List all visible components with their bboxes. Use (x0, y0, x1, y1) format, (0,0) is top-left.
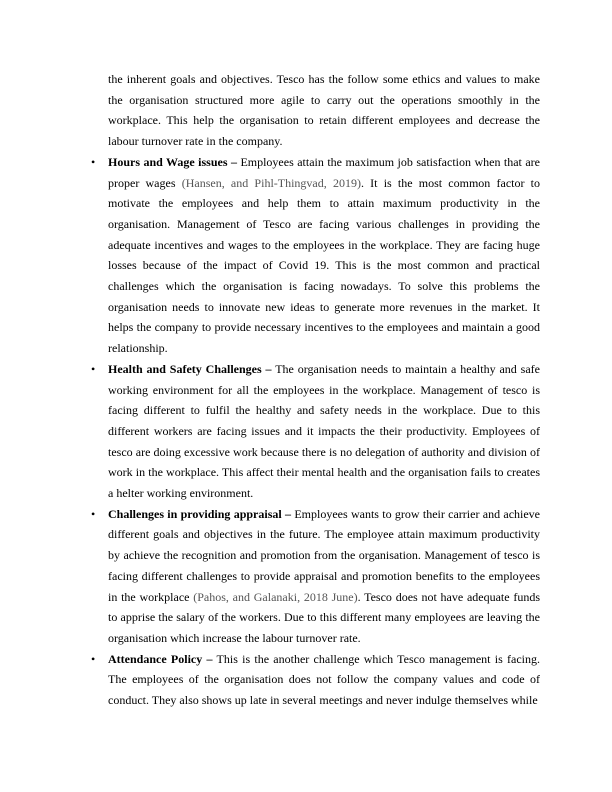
bullet-text: . Tesco does not have adequate funds to apprise the salary of the workers. Due to this different many employees are leaving the organisation which increase the labour turnover rate. (108, 589, 541, 645)
bullet-health-and-safety (91, 359, 540, 504)
bullet-marker: • (91, 506, 96, 521)
bullet-marker: • (91, 154, 96, 169)
bullet-text: Employees wants to grow their carrier and achieve different goals and objectives in the future. The employee attain maximum productivity by achieve the recognition and promotion from the organisation. Management of tesco is facing different challenges to provide appraisal and promotion benefits to the employees in the workplace (108, 506, 541, 604)
bullet-hours-and-wage (91, 152, 541, 359)
bullet-heading: Attendance Policy – (108, 651, 213, 666)
bullet-heading: Hours and Wage issues – (108, 154, 237, 169)
bullet-text: This is the another challenge which Tesco management is facing. The employees of the organisation does not follow the company values and code of conduct. They also shows up late in several meetings and never indulge themselves while (108, 651, 541, 708)
bullet-appraisal (91, 504, 541, 649)
bullet-heading: Health and Safety Challenges – (108, 361, 272, 376)
bullet-marker: • (91, 361, 96, 376)
citation: (Pahos, and Galanaki, 2018 June) (193, 589, 358, 604)
bullet-attendance-policy (91, 649, 541, 711)
citation: (Hansen, and Pihl-Thingvad, 2019) (181, 175, 361, 190)
document-body (91, 69, 541, 711)
bullet-heading: Challenges in providing appraisal – (108, 506, 292, 521)
intro-paragraph: the inherent goals and objectives. Tesco has the follow some ethics and values to make the organisation structured more agile to carry out the operations smoothly in the workplace. This help the organisation to retain different employees and decrease the labour turnover rate in the company. (108, 72, 540, 149)
bullet-marker: • (91, 651, 96, 666)
bullet-text: Employees attain the maximum job satisfaction when that are proper wages (108, 154, 540, 190)
bullet-text: . It is the most common factor to motivate the employees and help them to attain maximum productivity in the organisation. Management of Tesco are facing various challenges in providing the adequate incentives and wages to the employees in the workplace. They are facing huge losses because of the impact of Covid 19. This is the most common and practical challenges which the organisation is facing nowadays. To solve this problems the organisation needs to innovate new ideas to generate more revenues in the market. It helps the company to provide necessary incentives to the employees and maintain a good relationship. (108, 175, 541, 356)
bullet-text: The organisation needs to maintain a healthy and safe working environment for all the employees in the workplace. Management of tesco is facing different to fulfil the healthy and safety needs in the workplace. Due to this different workers are facing issues and it impacts the their productivity. Employees of tesco are doing excessive work because there is no delegation of authority and division of work in the workplace. This affect their mental health and the organisation fails to creates a helter working environment. (108, 361, 540, 501)
